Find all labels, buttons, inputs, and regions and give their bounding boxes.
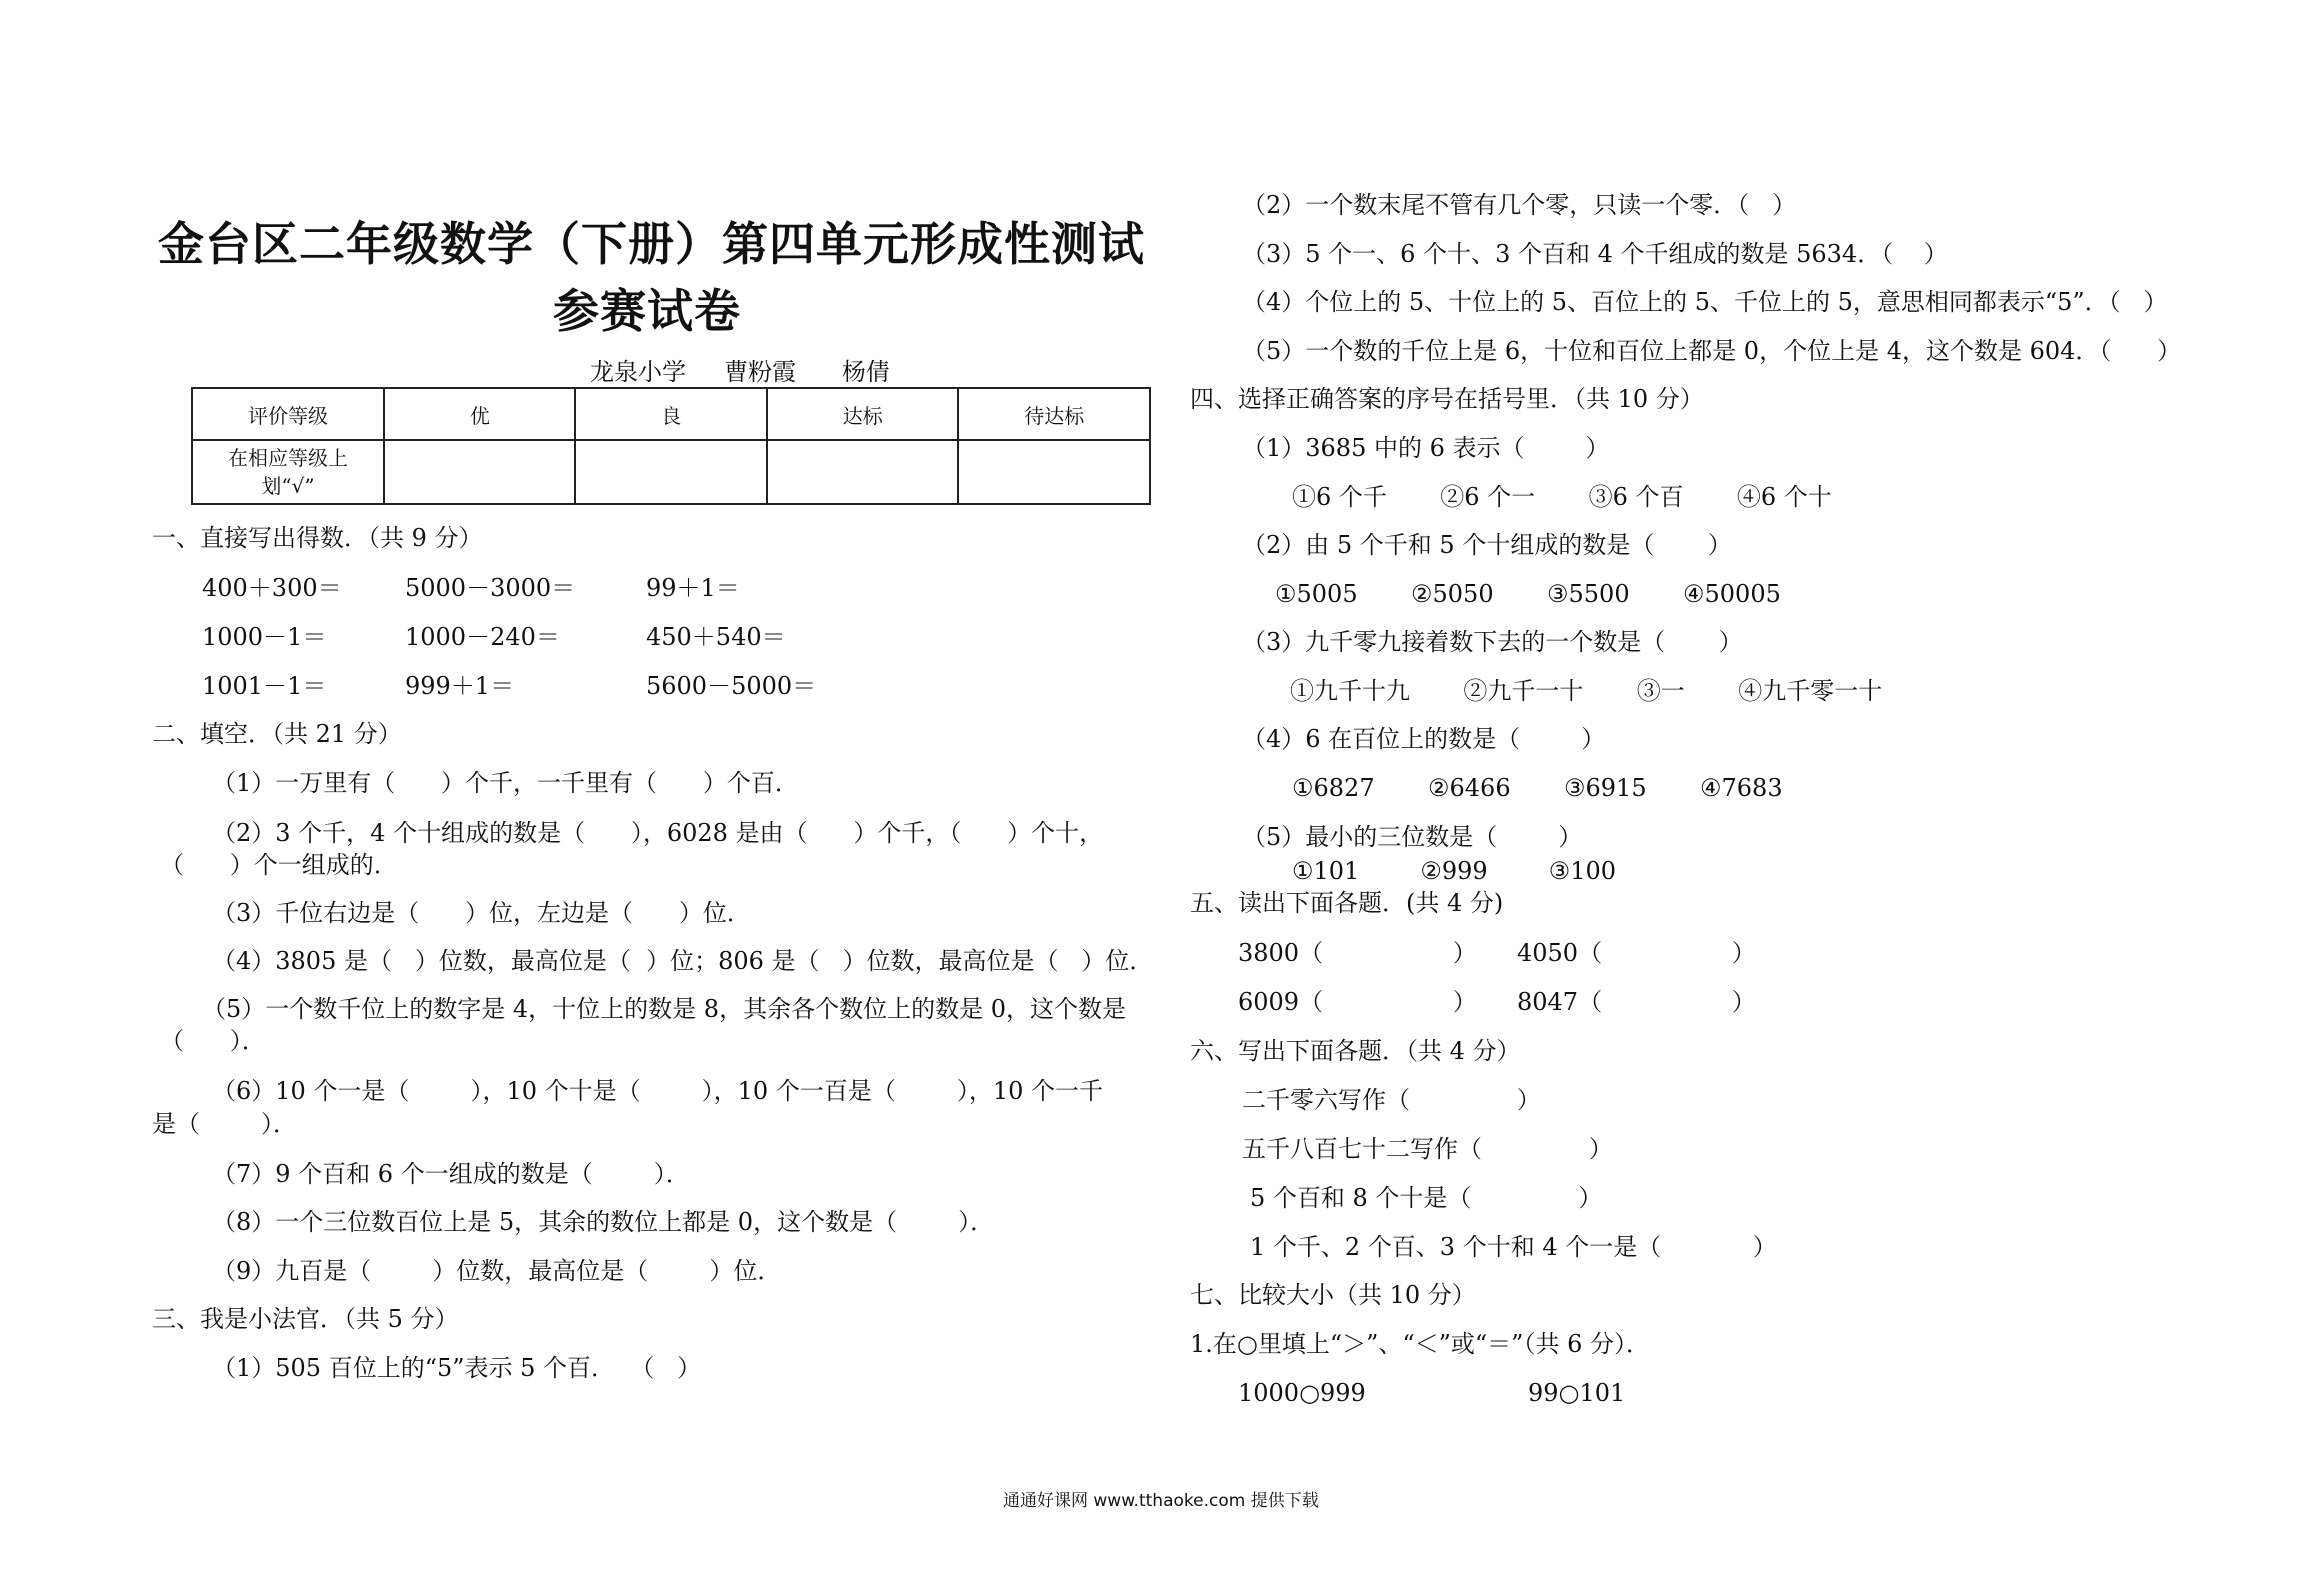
s1-item: 1000－1＝: [202, 623, 327, 651]
s1-item: 450＋540＝: [646, 623, 786, 651]
s6-question: 二千零六写作（ ）: [1242, 1086, 1541, 1114]
s3-question: （4）个位上的 5、十位上的 5、百位上的 5、千位上的 5，意思相同都表示“5”．（ ）: [1242, 288, 2168, 316]
s4-options: ①6827 ②6466 ③6915 ④7683: [1292, 774, 1783, 802]
s6-question: 1 个千、2 个百、3 个十和 4 个一是（ ）: [1250, 1233, 1777, 1261]
s6-question: 5 个百和 8 个十是（ ）: [1250, 1184, 1603, 1212]
s2-question: （5）一个数千位上的数字是 4，十位上的数是 8，其余各个数位上的数是 0，这个数是: [202, 995, 1126, 1023]
grade-cell[interactable]: [384, 440, 576, 504]
section-1-title: 一、直接写出得数．（共 9 分）: [152, 524, 483, 552]
s3-question: （1）505 百位上的“5”表示 5 个百． （ ）: [212, 1354, 702, 1382]
section-2-title: 二、填空．（共 21 分）: [152, 720, 402, 748]
grade-header: 达标: [767, 388, 959, 440]
grade-header: 良: [575, 388, 767, 440]
grade-table: [191, 387, 1151, 505]
s2-question-cont: （ ）．: [160, 1027, 266, 1055]
grade-row-label-line1: 在相应等级上: [227, 446, 348, 470]
s4-options: ①101 ②999 ③100: [1292, 857, 1617, 885]
s1-item: 5000－3000＝: [405, 574, 576, 602]
section-6-title: 六、写出下面各题．（共 4 分）: [1190, 1037, 1521, 1065]
section-5-title: 五、读出下面各题．(共 4 分): [1190, 889, 1504, 917]
page-subtitle: 参赛试卷: [553, 284, 741, 338]
s4-question: （1）3685 中的 6 表示（ ）: [1242, 434, 1610, 462]
s5-item: 3800（ ）: [1238, 939, 1477, 967]
s7-item: 99○101: [1528, 1379, 1626, 1407]
s2-question: （8）一个三位数百位上是 5，其余的数位上都是 0，这个数是（ ）．: [212, 1208, 995, 1236]
s7-item: 1000○999: [1238, 1379, 1366, 1407]
s5-item: 6009（ ）: [1238, 988, 1477, 1016]
s1-item: 1000－240＝: [405, 623, 560, 651]
s2-question: （4）3805 是（ ）位数，最高位是（ ）位；806 是（ ）位数，最高位是（ ）位．: [212, 947, 1154, 975]
s2-question: （9）九百是（ ）位数，最高位是（ ）位．: [212, 1257, 782, 1285]
s2-question: （1）一万里有（ ）个千，一千里有（ ）个百．: [212, 769, 799, 797]
grade-cell[interactable]: [958, 440, 1150, 504]
s7-subtitle: 1.在○里填上“＞”、“＜”或“＝”（共 6 分）．: [1190, 1330, 1650, 1358]
s4-question: （3）九千零九接着数下去的一个数是（ ）: [1242, 628, 1743, 656]
s2-question: （3）千位右边是（ ）位，左边是（ ）位．: [212, 899, 751, 927]
s5-item: 8047（ ）: [1517, 988, 1756, 1016]
s3-question: （3）5 个一、6 个十、3 个百和 4 个千组成的数是 5634．（ ）: [1242, 240, 1948, 268]
s4-options: ①5005 ②5050 ③5500 ④50005: [1275, 580, 1781, 608]
grade-header: 评价等级: [192, 388, 384, 440]
grade-cell[interactable]: [575, 440, 767, 504]
s2-question: （2）3 个千，4 个十组成的数是（ ），6028 是由（ ）个千，（ ）个十，: [212, 819, 1104, 847]
grade-header: 优: [384, 388, 576, 440]
s2-question: （6）10 个一是（ ），10 个十是（ ），10 个一百是（ ），10 个一千: [212, 1077, 1104, 1105]
section-3-title: 三、我是小法官．（共 5 分）: [152, 1305, 459, 1333]
s3-question: （2）一个数末尾不管有几个零，只读一个零．（ ）: [1242, 191, 1797, 219]
s2-question-cont: 是（ ）．: [152, 1110, 298, 1138]
grade-cell[interactable]: [767, 440, 959, 504]
s2-question: （7）9 个百和 6 个一组成的数是（ ）．: [212, 1160, 690, 1188]
s2-question-cont: （ ）个一组成的．: [160, 851, 398, 879]
s4-question: （5）最小的三位数是（ ）: [1242, 823, 1583, 851]
s1-item: 400＋300＝: [202, 574, 342, 602]
section-4-title: 四、选择正确答案的序号在括号里．（共 10 分）: [1190, 385, 1704, 413]
section-7-title: 七、比较大小（共 10 分）: [1190, 1281, 1476, 1309]
s1-item: 999＋1＝: [405, 672, 515, 700]
page-title: 金台区二年级数学（下册）第四单元形成性测试: [158, 217, 1145, 271]
footer-credit: 通通好课网 www.tthaoke.com 提供下载: [1003, 1491, 1319, 1511]
s1-item: 99＋1＝: [646, 574, 740, 602]
s4-question: （4）6 在百位上的数是（ ）: [1242, 725, 1606, 753]
grade-header: 待达标: [958, 388, 1150, 440]
s1-item: 1001－1＝: [202, 672, 327, 700]
s6-question: 五千八百七十二写作（ ）: [1242, 1135, 1613, 1163]
authors: 龙泉小学 曹粉霞 杨倩: [590, 358, 890, 386]
s4-question: （2）由 5 个千和 5 个十组成的数是（ ）: [1242, 531, 1732, 559]
s3-question: （5）一个数的千位上是 6，十位和百位上都是 0，个位上是 4，这个数是 604．（ ）: [1242, 337, 2182, 365]
grade-row-label-line2: 划“√”: [261, 474, 315, 498]
s5-item: 4050（ ）: [1517, 939, 1756, 967]
s4-options: ①6 个千 ②6 个一 ③6 个百 ④6 个十: [1292, 483, 1832, 511]
s1-item: 5600－5000＝: [646, 672, 817, 700]
s4-options: ①九千十九 ②九千一十 ③一 ④九千零一十: [1290, 677, 1883, 705]
grade-row-label: [192, 440, 384, 504]
